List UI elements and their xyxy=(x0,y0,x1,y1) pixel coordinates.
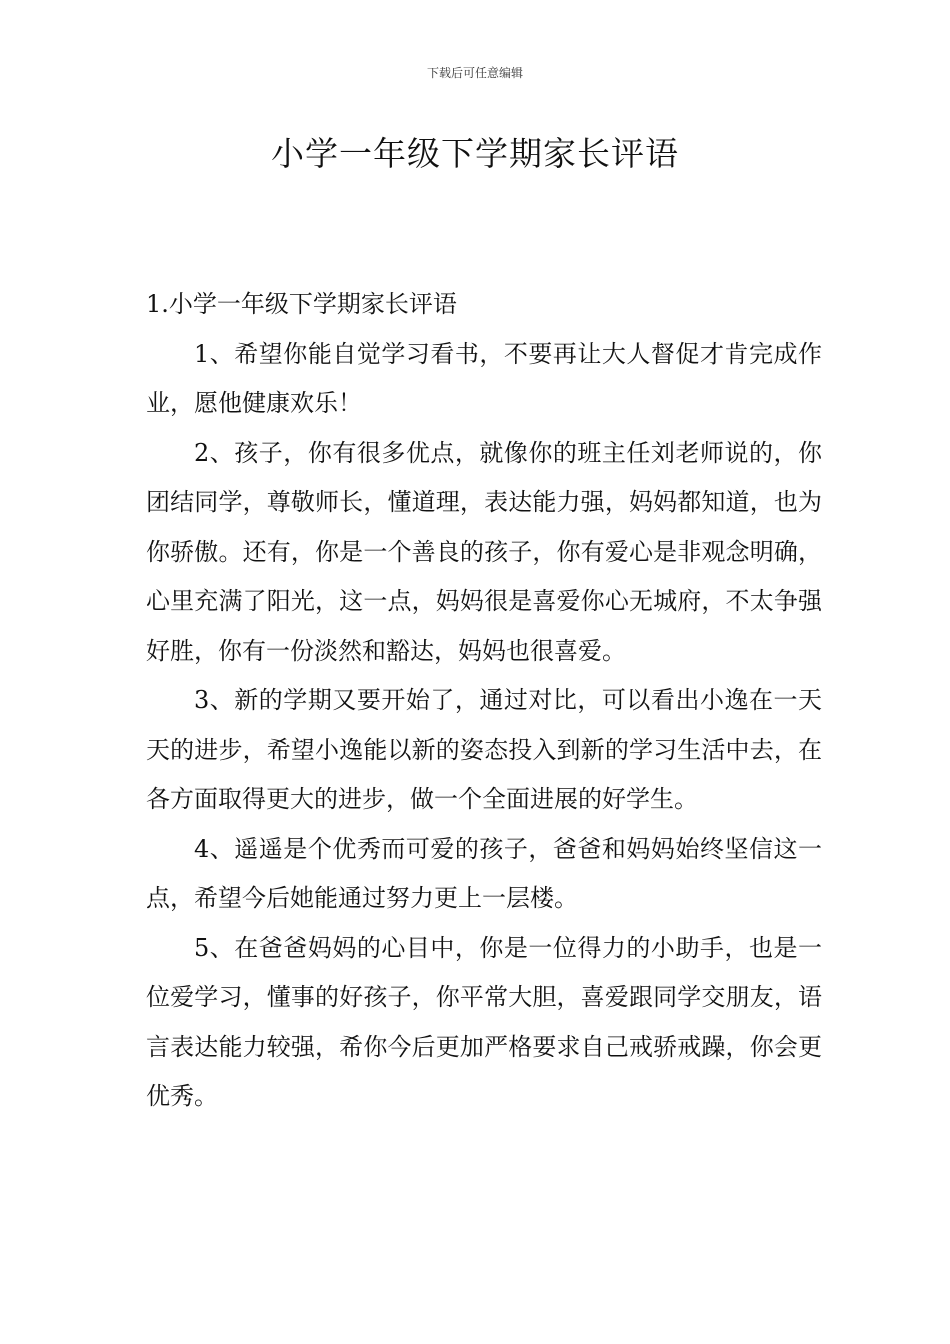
paragraph-1: 1、希望你能自觉学习看书，不要再让大人督促才肯完成作业，愿他健康欢乐！ xyxy=(146,339,822,417)
document-body xyxy=(146,280,822,1122)
paragraph-2: 2、孩子，你有很多优点，就像你的班主任刘老师说的，你团结同学，尊敬师长，懂道理，表达能力强，妈妈都知道，也为你骄傲。还有，你是一个善良的孩子，你有爱心是非观念明确，心里充满了阳光，这一点，妈妈很是喜爱你心无城府，不太争强好胜，你有一份淡然和豁达，妈妈也很喜爱。 xyxy=(146,438,822,665)
paragraph-4: 4、遥遥是个优秀而可爱的孩子，爸爸和妈妈始终坚信这一点，希望今后她能通过努力更上一层楼。 xyxy=(146,834,822,912)
section-heading: 1.小学一年级下学期家长评语 xyxy=(146,290,457,318)
paragraph-3: 3、新的学期又要开始了，通过对比，可以看出小逸在一天天的进步，希望小逸能以新的姿态投入到新的学习生活中去，在各方面取得更大的进步，做一个全面进展的好学生。 xyxy=(146,686,822,813)
header-note: 下载后可任意编辑 xyxy=(426,66,523,80)
paragraph-5: 5、在爸爸妈妈的心目中，你是一位得力的小助手，也是一位爱学习，懂事的好孩子，你平常大胆，喜爱跟同学交朋友，语言表达能力较强，希你今后更加严格要求自己戒骄戒躁，你会更优秀。 xyxy=(146,933,822,1110)
document-title: 小学一年级下学期家长评语 xyxy=(271,134,679,173)
